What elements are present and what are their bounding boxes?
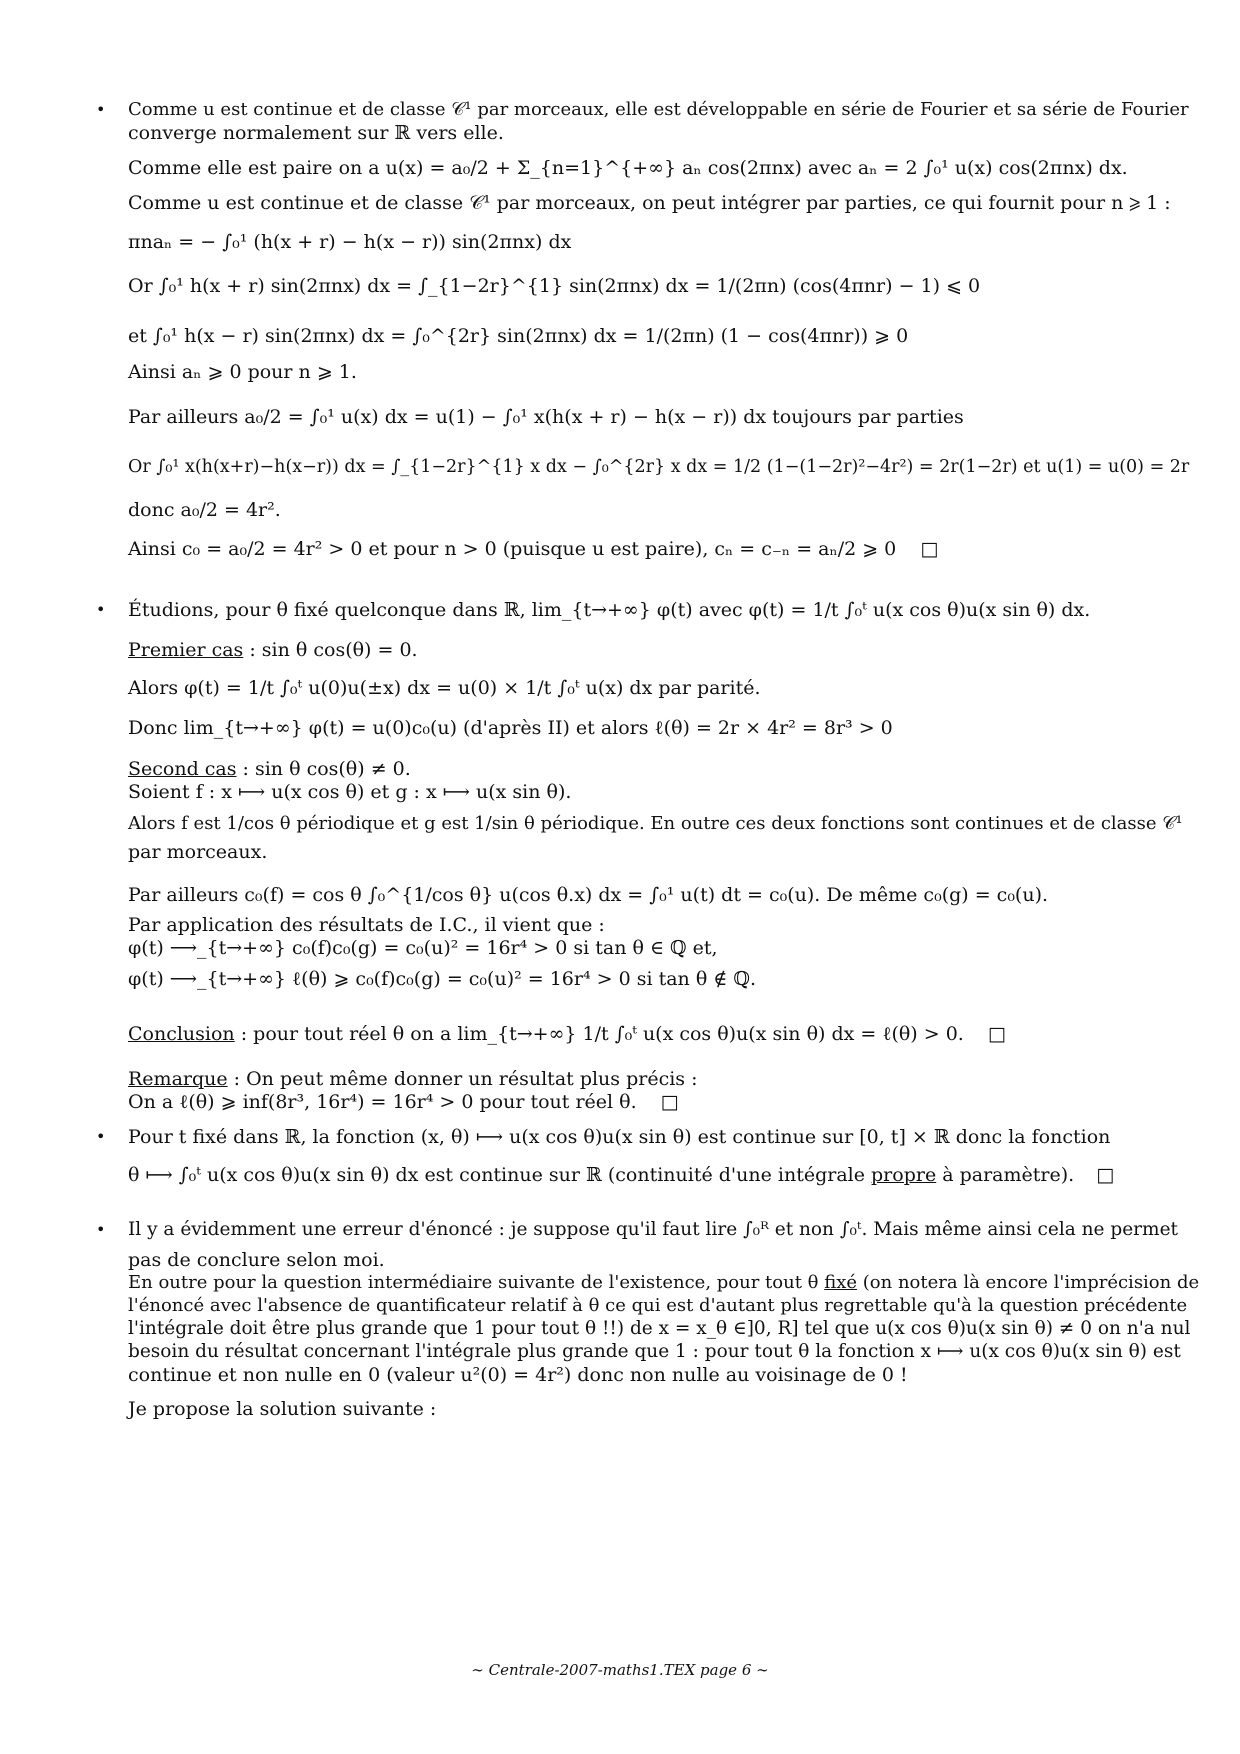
s4-line-3 (128, 1271, 1199, 1295)
bullet-3: • (96, 1127, 106, 1146)
s1-line-3: Comme elle est paire on a u(x) = a₀/2 + Σ_{n=1}^{+∞} aₙ cos(2πnx) avec aₙ = 2 ∫₀¹ u(x) cos(2πnx) dx. (128, 157, 1128, 179)
s2-conclusion (128, 1022, 1006, 1046)
s1-line-12 (128, 537, 938, 561)
s4-line-7: continue et non nulle en 0 (valeur u²(0) = 4r²) donc non nulle au voisinage de 0 ! (128, 1364, 908, 1386)
s2-case-2-label: Second cas (128, 758, 237, 780)
s1-line-8: Ainsi aₙ ⩾ 0 pour n ⩾ 1. (128, 361, 357, 383)
s2-case-1-label: Premier cas (128, 639, 244, 661)
s1-line-6: Or ∫₀¹ h(x + r) sin(2πnx) dx = ∫_{1−2r}^{1} sin(2πnx) dx = 1/(2πn) (cos(4πnr) − 1) ⩽ 0 (128, 275, 981, 297)
s2-line-2: Alors φ(t) = 1/t ∫₀ᵗ u(0)u(±x) dx = u(0) × 1/t ∫₀ᵗ u(x) dx par parité. (128, 677, 761, 699)
s2-remark-label: Remarque (128, 1068, 228, 1090)
s1-line-11: donc a₀/2 = 4r². (128, 499, 281, 521)
s1-line-4: Comme u est continue et de classe 𝒞¹ par morceaux, on peut intégrer par parties, ce qui fournit pour n ⩾ 1 : (128, 192, 1171, 214)
s2-line-11 (128, 1090, 679, 1114)
s4-line-5: l'intégrale doit être plus grande que 1 pour tout θ !!) de x = x_θ ∈]0, R] tel que u(x cos θ)u(x sin θ) ≠ 0 on n'a nul (128, 1318, 1191, 1339)
qed-box-4: □ (1096, 1164, 1115, 1186)
s1-line-1: Comme u est continue et de classe 𝒞¹ par morceaux, elle est développable en série de Fourier et sa série de Fourier (128, 99, 1189, 120)
s2-line-3: Donc lim_{t→+∞} φ(t) = u(0)c₀(u) (d'après II) et alors ℓ(θ) = 2r × 4r² = 8r³ > 0 (128, 717, 893, 739)
s1-line-12-text: Ainsi c₀ = a₀/2 = 4r² > 0 et pour n > 0 (puisque u est paire), cₙ = c₋ₙ = aₙ/2 ⩾ 0 (128, 538, 897, 560)
s2-line-9: φ(t) ⟶_{t→+∞} c₀(f)c₀(g) = c₀(u)² = 16r⁴ > 0 si tan θ ∈ ℚ et, (128, 937, 718, 959)
s3-line-2 (128, 1163, 1114, 1187)
s2-remark (128, 1067, 698, 1091)
s2-case-2-rest: : sin θ cos(θ) ≠ 0. (236, 758, 411, 780)
s4-line-4: l'énoncé avec l'absence de quantificateur relatif à θ ce qui est d'autant plus regrettable qu'à la question précédente (128, 1295, 1188, 1316)
s2-line-1: Étudions, pour θ fixé quelconque dans ℝ, lim_{t→+∞} φ(t) avec φ(t) = 1/t ∫₀ᵗ u(x cos θ)u(x sin θ) dx. (128, 599, 1091, 621)
qed-box-2: □ (987, 1023, 1006, 1045)
s3-line-2b: à paramètre). (936, 1164, 1075, 1186)
s2-case-2 (128, 757, 411, 781)
s4-line-3a: En outre pour la question intermédiaire suivante de l'existence, pour tout θ (128, 1272, 825, 1293)
s1-line-10: Or ∫₀¹ x(h(x+r)−h(x−r)) dx = ∫_{1−2r}^{1} x dx − ∫₀^{2r} x dx = 1/2 (1−(1−2r)²−4r²) = 2r(1−2r) et u(1) = u(0) = 2r (128, 457, 1190, 477)
s3-line-1: Pour t fixé dans ℝ, la fonction (x, θ) ⟼ u(x cos θ)u(x sin θ) est continue sur [0, t] × ℝ donc la fonction (128, 1126, 1111, 1148)
s3-line-2-underlined: propre (871, 1164, 937, 1186)
s2-line-10: φ(t) ⟶_{t→+∞} ℓ(θ) ⩾ c₀(f)c₀(g) = c₀(u)² = 16r⁴ > 0 si tan θ ∉ ℚ. (128, 968, 757, 990)
s4-line-8: Je propose la solution suivante : (128, 1398, 437, 1420)
s2-line-11-text: On a ℓ(θ) ⩾ inf(8r³, 16r⁴) = 16r⁴ > 0 pour tout réel θ. (128, 1091, 637, 1113)
s4-line-2: pas de conclure selon moi. (128, 1249, 385, 1271)
page-footer: ∼ Centrale-2007-maths1.TEX page 6 ∼ (471, 1661, 769, 1679)
s1-line-9: Par ailleurs a₀/2 = ∫₀¹ u(x) dx = u(1) − ∫₀¹ x(h(x + r) − h(x − r)) dx toujours par parties (128, 406, 964, 428)
s2-case-1 (128, 638, 418, 662)
s1-line-5: πnaₙ = − ∫₀¹ (h(x + r) − h(x − r)) sin(2πnx) dx (128, 231, 572, 253)
bullet-2: • (96, 600, 106, 619)
s4-line-1: Il y a évidemment une erreur d'énoncé : je suppose qu'il faut lire ∫₀ᴿ et non ∫₀ᵗ. Mais même ainsi cela ne permet (128, 1219, 1178, 1240)
s2-conclusion-label: Conclusion (128, 1023, 235, 1045)
qed-box-3: □ (660, 1091, 679, 1113)
s2-line-7: Par ailleurs c₀(f) = cos θ ∫₀^{1/cos θ} u(cos θ.x) dx = ∫₀¹ u(t) dt = c₀(u). De même c₀(g) = c₀(u). (128, 884, 1049, 906)
s2-line-5: Alors f est 1/cos θ périodique et g est 1/sin θ périodique. En outre ces deux fonctions sont continues et de classe 𝒞¹ (128, 813, 1183, 834)
s2-line-6: par morceaux. (128, 841, 268, 863)
s2-conclusion-rest: : pour tout réel θ on a lim_{t→+∞} 1/t ∫₀ᵗ u(x cos θ)u(x sin θ) dx = ℓ(θ) > 0. (234, 1023, 964, 1045)
bullet-1: • (96, 100, 106, 119)
s4-line-6: besoin du résultat concernant l'intégrale plus grande que 1 : pour tout θ la fonction x ⟼ u(x cos θ)u(x sin θ) est (128, 1341, 1181, 1362)
qed-box-1: □ (920, 538, 939, 560)
s2-case-1-rest: : sin θ cos(θ) = 0. (243, 639, 418, 661)
s2-line-4: Soient f : x ⟼ u(x cos θ) et g : x ⟼ u(x sin θ). (128, 781, 572, 803)
s1-line-7: et ∫₀¹ h(x − r) sin(2πnx) dx = ∫₀^{2r} sin(2πnx) dx = 1/(2πn) (1 − cos(4πnr)) ⩾ 0 (128, 325, 909, 347)
s4-line-3b: (on notera là encore l'imprécision de (857, 1272, 1200, 1293)
s2-line-8: Par application des résultats de I.C., il vient que : (128, 914, 605, 936)
s3-line-2a: θ ⟼ ∫₀ᵗ u(x cos θ)u(x sin θ) dx est continue sur ℝ (continuité d'une intégrale (128, 1164, 872, 1186)
bullet-4: • (96, 1220, 106, 1239)
s4-line-3-underlined: fixé (824, 1272, 858, 1293)
s1-line-2: converge normalement sur ℝ vers elle. (128, 122, 504, 144)
s2-remark-rest: : On peut même donner un résultat plus précis : (227, 1068, 698, 1090)
